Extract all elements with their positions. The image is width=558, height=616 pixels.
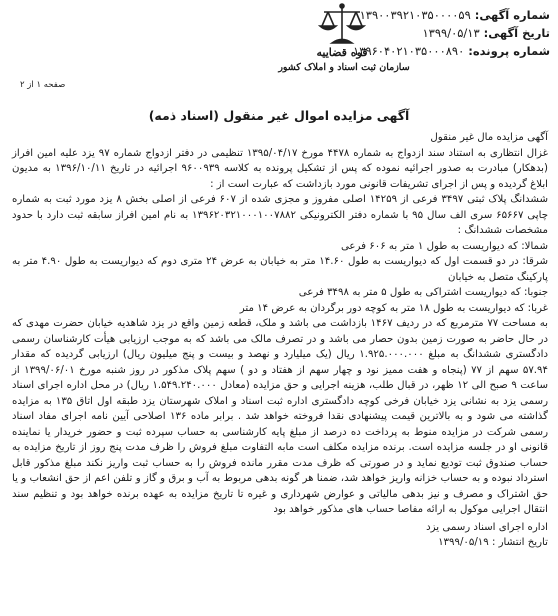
- document-header: [0, 0, 558, 100]
- auction-terms: به مساحت ۷۷ مترمربع که در ردیف ۱۴۶۷ بازداشت می باشد و ملک، قطعه زمین واقع در یزد شاهدیه خیابان حضرت مهدی که در حال حاضر به صورت زمین بدون حصار می باشد و در تصرف مالک می باشد که به موجب ارزیابی هیأت کارشناسان رسمی دادگستری ششدانگ به مبلغ ۱.۹۲۵.۰۰۰.۰۰۰ ریال (یک میلیارد و نهصد و بیست و پنج میلیون ریال) ارزیابی گردیده که مقدار ۵۷.۹۴ سهم از ۷۷ (پنجاه و هفت ممیز نود و چهار سهم از هفتاد و دو ) سهم پلاک مذکور در روز شنبه مورخ ۱۳۹۹/۰۶/۰۱ از ساعت ۹ صبح الی ۱۲ ظهر، در قبال طلب، هزینه اجرایی و حق مزایده (معادل ۱.۵۴۹.۲۴۰.۰۰۰ ریال) در محل اداره اجرای اسناد رسمی یزد به نشانی یزد خیابان فرخی کوچه دادگستری اداره ثبت اسناد و املاک شهرستان یزد طبقه اول اتاق ۱۳۵ به مزایده گذاشته می شود و به بالاترین قیمت پیشنهادی نقدا فروخته خواهد شد . برابر ماده ۱۳۶ اصلاحی آیین نامه اجرای مفاد اسناد رسمی شرکت در مزایده منوط به پرداخت ده درصد از مبلغ پایه کارشناسی به حساب سپرده ثبت و حضور خریدار یا نماینده قانونی او در جلسه مزایده است. برنده مزایده مکلف است مابه التفاوت مبلغ فروش را ظرف مدت پنج روز از تاریخ مزایده به حساب صندوق ثبت تودیع نماید و در صورتی که ظرف مدت مقرر مانده فروش را به حساب ثبت واریز نکند مبلغ مذکور قابل استرداد نبوده و به حساب خزانه واریز خواهد شد، ضمنا هر گونه بدهی مربوط به آب و برق و گاز و تلفن اعم از حق انشعاب و یا حق اشتراک و مصرف و نیز بدهی مالیاتی و عوارض شهرداری و غیره تا تاریخ مزایده به عهده برنده خواهد بود و تنظیم سند انتقال اجرایی موکول به ارائه مفاصا حساب های مذکور خواهد بود: [12, 318, 549, 515]
- property-description: ششدانگ پلاک ثبتی ۳۴۹۷ فرعی از ۱۴۲۵۹ اصلی مفروز و مجزی شده از ۶۰۷ فرعی از اصلی بخش ۸ یزد مورد ثبت به شماره چاپی ۶۵۶۶۷ سری الف سال ۹۵ با شماره دفتر الکترونیکی ۱۳۹۶۲۰۳۲۱۰۰۰۱۰۰۷۸۸۲ به نام امین افراز سابقه ثبت دارد با حدود مشخصات ششدانگ :: [12, 194, 549, 236]
- boundary-west: غربا: که دیواریست به طول ۱۸ متر به کوچه دور برگردان به عرض ۱۴ متر: [239, 302, 548, 314]
- boundary-north: شمالا: که دیواریست به طول ۱ متر به ۶۰۶ فرعی: [340, 240, 548, 252]
- case-number: ۱۳۹۶۰۴۰۲۱۰۳۵۰۰۰۸۹۰: [353, 44, 465, 58]
- document-footer: [12, 520, 548, 551]
- issuing-office: اداره اجرای اسناد رسمی یزد: [426, 521, 548, 533]
- judiciary-label: قوه قضاییه: [316, 46, 368, 59]
- notice-heading: آگهی مزایده مال غیر منقول: [430, 132, 548, 143]
- document-title: آگهی مزایده اموال غیر منقول (اسناد ذمه): [148, 108, 410, 123]
- publication-date: تاریخ انتشار : ۱۳۹۹/۰۵/۱۹: [438, 537, 548, 548]
- page-indicator: صفحه ۱ از ۲: [20, 80, 66, 90]
- ad-date: ۱۳۹۹/۰۵/۱۳: [422, 26, 480, 40]
- notice-intro: غزال انتظاری به استناد سند ازدواج به شماره ۴۴۷۸ مورخ ۱۳۹۵/۰۴/۱۷ تنظیمی در دفتر ازدواج شماره ۹۷ یزد علیه امین افراز (بدهکار) مبادرت به صدور اجرائیه نموده که پس از تشکیل پرونده به کلاسه ۹۶۰۰۹۳۹ اجرائیه در تاریخ ۱۳۹۶/۱۰/۱۱ به مدیون ابلاغ گردیده و پس از اجرای تشریفات قانونی مورد بازداشت که عبارت است از :: [12, 147, 548, 190]
- ad-date-label: تاریخ آگهی:: [483, 26, 550, 40]
- case-number-label: شماره پرونده:: [468, 44, 550, 58]
- boundary-south: جنوبا: که دیواریست اشتراکی به طول ۵ متر به ۳۴۹۸ فرعی: [298, 287, 548, 298]
- document-body: [12, 130, 548, 551]
- ad-number-label: شماره آگهی:: [474, 8, 550, 22]
- judiciary-scales-emblem-icon: [316, 2, 368, 46]
- boundary-east: شرقا: در دو قسمت اول که دیواریست به طول ۱۴.۶۰ متر به خیابان به عرض ۲۴ متری دوم که دیواریست به طول ۴.۹۰ متر به پارکینگ متصل به خیابان: [12, 256, 548, 283]
- ad-number: ۱۳۹۰۰۳۹۲۱۰۳۵۰۰۰۰۵۹: [359, 8, 471, 22]
- organization-name: سازمان ثبت اسناد و املاک کشور: [278, 62, 410, 73]
